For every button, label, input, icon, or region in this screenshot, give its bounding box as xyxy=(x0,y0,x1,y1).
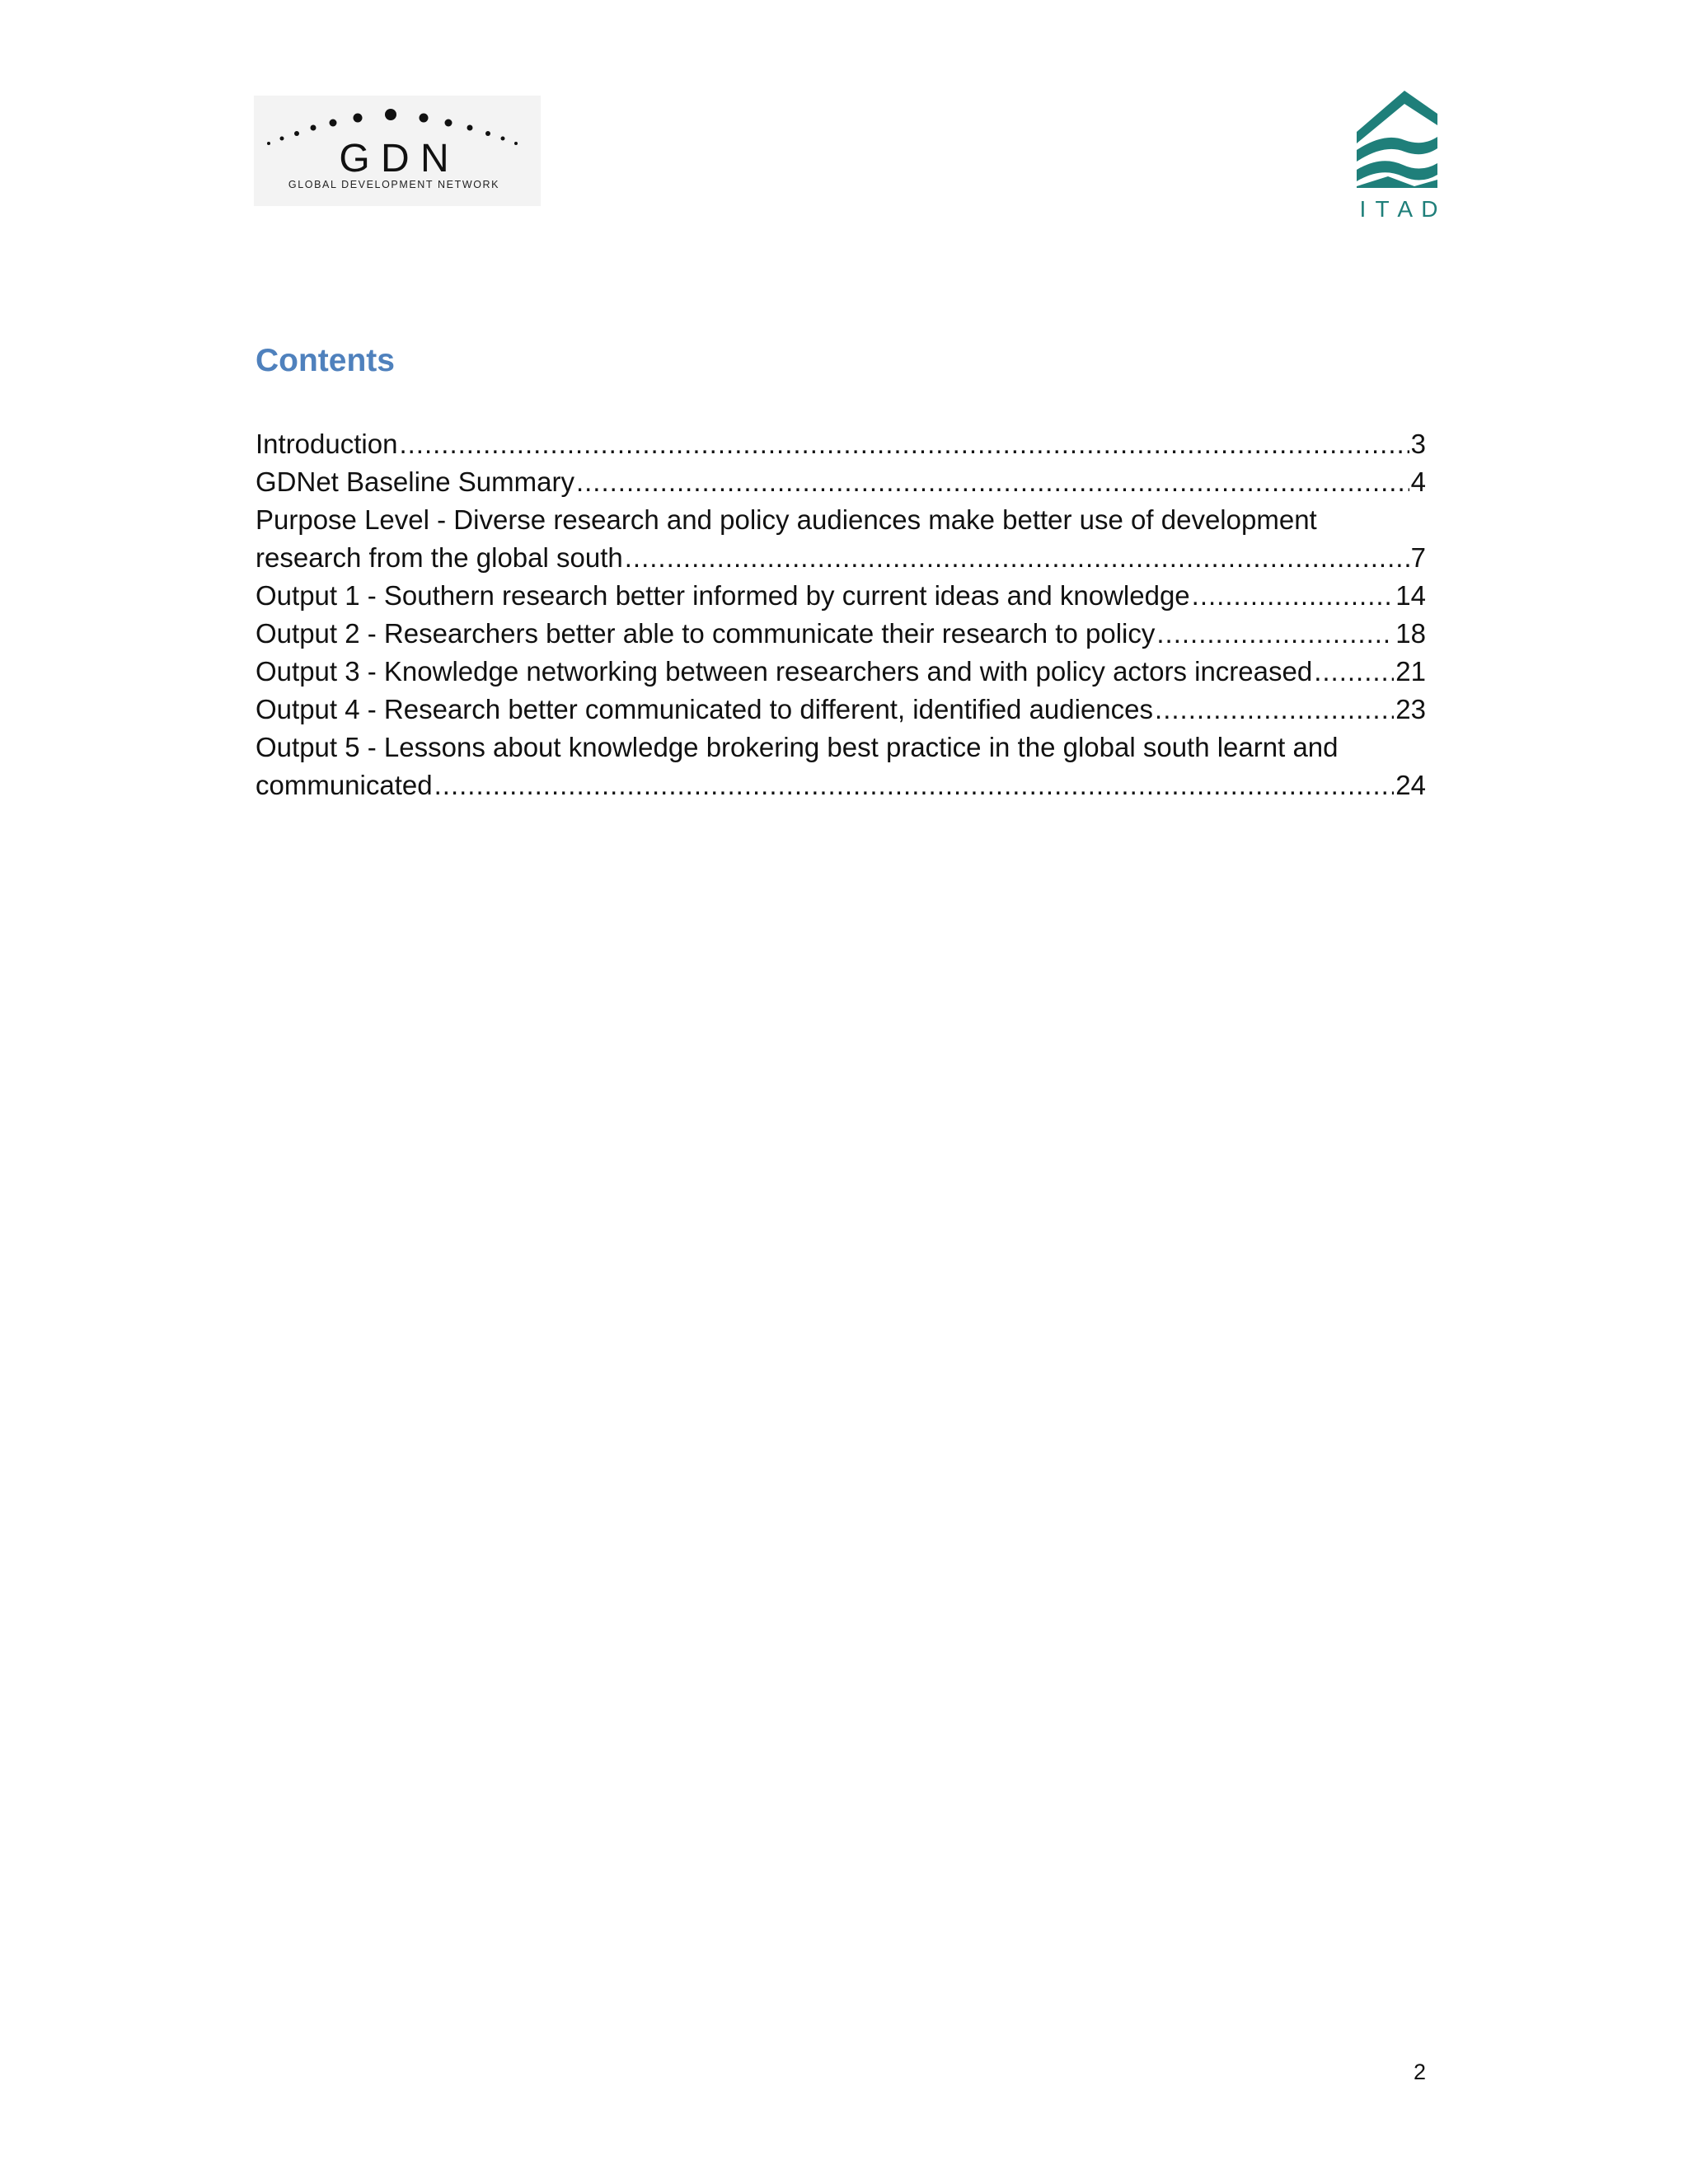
toc-entry-purpose-level[interactable] xyxy=(256,501,1426,577)
toc-line xyxy=(256,539,1426,577)
itad-logo xyxy=(1352,89,1457,221)
toc-entry-title: Output 1 - Southern research better informed by current ideas and knowledge xyxy=(256,580,1190,611)
toc-entry-output-1[interactable] xyxy=(256,577,1426,615)
toc-entry-output-4[interactable] xyxy=(256,691,1426,729)
page-number: 2 xyxy=(1413,2060,1426,2084)
toc-entry-output-2[interactable] xyxy=(256,615,1426,653)
toc-line xyxy=(256,615,1426,653)
toc-entry-title: communicated xyxy=(256,770,433,800)
toc-entry-title-lead: Purpose Level - Diverse research and policy audiences make better use of development xyxy=(256,504,1317,535)
toc-entry-page: 24 xyxy=(1395,770,1426,800)
toc-entry-title: GDNet Baseline Summary xyxy=(256,466,574,497)
toc-entry-title-lead: Output 5 - Lessons about knowledge brokering best practice in the global south learnt and xyxy=(256,732,1339,762)
toc-dot-leader xyxy=(399,425,1409,463)
toc-dot-leader xyxy=(434,766,1395,804)
gdn-wordmark: G D N xyxy=(339,137,449,180)
table-of-contents xyxy=(256,425,1426,804)
toc-line xyxy=(256,463,1426,501)
gdn-logo xyxy=(254,96,541,206)
toc-line xyxy=(256,577,1426,615)
toc-line xyxy=(256,653,1426,691)
itad-wordmark: I T A D xyxy=(1359,196,1440,221)
toc-dot-leader xyxy=(1155,691,1394,729)
toc-entry-page: 14 xyxy=(1395,580,1426,611)
toc-entry-title: research from the global south xyxy=(256,542,623,573)
toc-dot-leader xyxy=(1156,615,1394,653)
toc-entry-baseline-summary[interactable] xyxy=(256,463,1426,501)
toc-entry-title: Output 3 - Knowledge networking between researchers and with policy actors increased xyxy=(256,656,1313,687)
toc-line xyxy=(256,691,1426,729)
toc-entry-page: 4 xyxy=(1410,466,1426,497)
toc-entry-title: Output 4 - Research better communicated to different, identified audiences xyxy=(256,694,1154,724)
toc-line xyxy=(256,766,1426,804)
toc-entry-output-3[interactable] xyxy=(256,653,1426,691)
toc-entry-output-5[interactable] xyxy=(256,729,1426,804)
toc-dot-leader xyxy=(1314,653,1394,691)
toc-entry-page: 23 xyxy=(1395,694,1426,724)
toc-entry-page: 3 xyxy=(1410,429,1426,459)
toc-line xyxy=(256,425,1426,463)
gdn-tagline: GLOBAL DEVELOPMENT NETWORK xyxy=(288,179,500,190)
toc-entry-title: Output 2 - Researchers better able to communicate their research to policy xyxy=(256,618,1156,649)
toc-entry-title: Introduction xyxy=(256,429,398,459)
toc-dot-leader xyxy=(576,463,1409,501)
toc-entry-page: 18 xyxy=(1395,618,1426,649)
toc-dot-leader xyxy=(1192,577,1395,615)
toc-entry-page: 21 xyxy=(1395,656,1426,687)
toc-entry-introduction[interactable] xyxy=(256,425,1426,463)
toc-dot-leader xyxy=(625,539,1409,577)
toc-heading: Contents xyxy=(256,343,395,378)
toc-entry-page: 7 xyxy=(1410,542,1426,573)
